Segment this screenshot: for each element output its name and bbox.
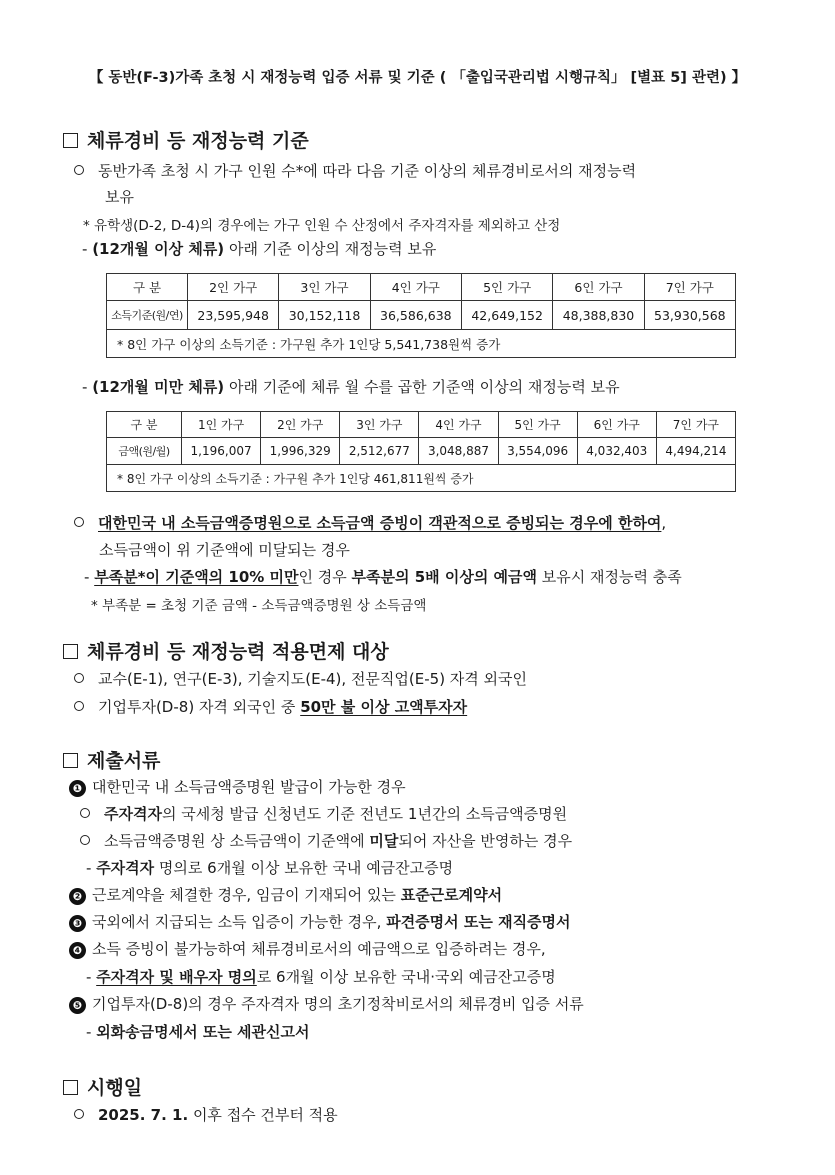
doc-item-bold: 표준근로계약서 <box>400 886 503 904</box>
doc-item-4a: - 주자격자 및 배우자 명의로 6개월 이상 보유한 국내·국외 예금잔고증명 <box>86 968 556 986</box>
table-header-cell: 3인 가구 <box>340 412 419 438</box>
shortfall-rest: 보유시 재정능력 충족 <box>537 568 682 586</box>
doc-item-text: 명의로 6개월 이상 보유한 국내 예금잔고증명 <box>154 859 454 877</box>
condition-comma: , <box>661 514 667 532</box>
number-2-icon: ❷ <box>69 888 86 905</box>
annual-income-table <box>106 273 736 358</box>
doc-item-5a: - 외화송금명세서 또는 세관신고서 <box>86 1023 310 1041</box>
monthly-income-table <box>106 411 736 492</box>
sub-heading-bold: (12개월 이상 체류) <box>92 240 225 258</box>
table-row <box>107 301 736 330</box>
table-header-cell: 1인 가구 <box>182 412 261 438</box>
doc-item-bold: 주자격자 및 배우자 명의 <box>96 968 257 986</box>
doc-item-1c: - 주자격자 명의로 6개월 이상 보유한 국내 예금잔고증명 <box>86 859 454 877</box>
table-cell: 42,649,152 <box>461 301 552 330</box>
table-header-cell: 구 분 <box>107 412 182 438</box>
table-row-label: 금액(원/월) <box>107 438 182 465</box>
doc-item-3 <box>69 911 571 932</box>
table-cell: 1,196,007 <box>182 438 261 465</box>
doc-item-text: 되어 자산을 반영하는 경우 <box>398 832 573 850</box>
bullet-circle-icon <box>74 165 84 175</box>
checkbox-square-icon <box>63 1080 78 1095</box>
number-3-icon: ❸ <box>69 915 86 932</box>
doc-item-text: 의 국세청 발급 신청년도 기준 전년도 1년간의 소득금액증명원 <box>161 805 568 823</box>
sub-heading-bold: (12개월 미만 체류) <box>92 378 225 396</box>
table-note: * 8인 가구 이상의 소득기준 : 가구원 추가 1인당 461,811원씩 증가 <box>107 465 736 492</box>
bullet-circle-icon <box>74 701 84 711</box>
table-cell: 48,388,830 <box>553 301 644 330</box>
doc-item-bold: 파견증명서 또는 재직증명서 <box>386 913 571 931</box>
number-5-icon: ❺ <box>69 997 86 1014</box>
table-cell: 1,996,329 <box>261 438 340 465</box>
exemption-text: 교수(E-1), 연구(E-3), 기술지도(E-4), 전문직업(E-5) 자격 외국인 <box>98 670 528 688</box>
table-cell: 36,586,638 <box>370 301 461 330</box>
bullet-circle-icon <box>74 1109 84 1119</box>
doc-item-1b <box>80 830 572 851</box>
table-cell: 30,152,118 <box>279 301 370 330</box>
table-cell: 3,554,096 <box>498 438 577 465</box>
table-cell: 23,595,948 <box>188 301 279 330</box>
bullet-circle-icon <box>80 835 90 845</box>
section-heading-text: 시행일 <box>87 1077 143 1099</box>
sub-heading-rest: 아래 기준에 체류 월 수를 곱한 기준액 이상의 재정능력 보유 <box>228 378 620 396</box>
sub-heading-under-12-months: - (12개월 미만 체류) 아래 기준에 체류 월 수를 곱한 기준액 이상의 재정능력 보유 <box>82 378 620 396</box>
section-heading-financial-criteria <box>63 126 309 153</box>
document-title: 【 동반(F-3)가족 초청 시 재정능력 입증 서류 및 기준 ( 「출입국관리법 시행규칙」 [별표 5] 관련) 】 <box>88 70 747 86</box>
shortfall-mid: 인 경우 <box>298 568 352 586</box>
doc-item-text: 로 6개월 이상 보유한 국내·국외 예금잔고증명 <box>256 968 556 986</box>
section-heading-documents <box>63 746 160 773</box>
table-header-cell: 5인 가구 <box>461 274 552 301</box>
table-header-cell: 7인 가구 <box>644 274 735 301</box>
table-header-cell: 2인 가구 <box>261 412 340 438</box>
exemption-bold: 50만 불 이상 고액투자자 <box>300 698 468 716</box>
table-note-row <box>107 330 736 358</box>
table-cell: 53,930,568 <box>644 301 735 330</box>
condition-line-2: 소득금액이 위 기준액에 미달되는 경우 <box>99 541 350 559</box>
bullet-circle-icon <box>74 673 84 683</box>
shortfall-bold-2: 부족분의 5배 이상의 예금액 <box>351 568 538 586</box>
student-footnote: * 유학생(D-2, D-4)의 경우에는 가구 인원 수 산정에서 주자격자를 제외하고 산정 <box>83 218 561 234</box>
table-row <box>107 438 736 465</box>
table-header-cell: 4인 가구 <box>419 412 498 438</box>
table-header-row <box>107 412 736 438</box>
table-header-cell: 6인 가구 <box>577 412 656 438</box>
effective-date-line <box>74 1104 338 1125</box>
table-header-cell: 2인 가구 <box>188 274 279 301</box>
table-cell: 4,494,214 <box>656 438 735 465</box>
table-header-cell: 5인 가구 <box>498 412 577 438</box>
shortfall-bold: 부족분*이 기준액의 10% 미만 <box>94 568 299 586</box>
bullet-circle-icon <box>74 517 84 527</box>
section-heading-text: 체류경비 등 재정능력 적용면제 대상 <box>87 641 389 663</box>
doc-item-bold: 미달 <box>369 832 399 850</box>
shortfall-footnote: * 부족분 = 초청 기준 금액 - 소득금액증명원 상 소득금액 <box>91 598 427 614</box>
table-header-cell: 구 분 <box>107 274 188 301</box>
bullet-circle-icon <box>80 808 90 818</box>
doc-item-4 <box>69 938 546 959</box>
condition-bold: 대한민국 내 소득금액증명원으로 소득금액 증빙이 객관적으로 증빙되는 경우에 한하여 <box>98 514 662 532</box>
intro-line-2: 보유 <box>105 188 134 206</box>
section-heading-text: 체류경비 등 재정능력 기준 <box>87 130 309 152</box>
exemption-text: 기업투자(D-8) 자격 외국인 중 <box>98 698 301 716</box>
intro-line-1 <box>74 160 636 181</box>
intro-text: 동반가족 초청 시 가구 인원 수*에 따라 다음 기준 이상의 체류경비로서의 재정능력 <box>98 162 637 180</box>
doc-item-2 <box>69 884 502 905</box>
exemption-item-1 <box>74 668 527 689</box>
doc-item-text: 소득 증빙이 불가능하여 체류경비로서의 예금액으로 입증하려는 경우, <box>92 940 546 958</box>
table-note-row <box>107 465 736 492</box>
doc-item-1a <box>80 803 567 824</box>
doc-item-bold: 주자격자 <box>96 859 155 877</box>
sub-heading-rest: 아래 기준 이상의 재정능력 보유 <box>228 240 437 258</box>
doc-item-text: 소득금액증명원 상 소득금액이 기준액에 <box>104 832 370 850</box>
doc-item-1 <box>69 776 406 797</box>
effective-date-text: 이후 접수 건부터 적용 <box>188 1106 338 1124</box>
checkbox-square-icon <box>63 753 78 768</box>
doc-item-5 <box>69 993 584 1014</box>
doc-item-text: 대한민국 내 소득금액증명원 발급이 가능한 경우 <box>92 778 406 796</box>
table-cell: 3,048,887 <box>419 438 498 465</box>
table-header-cell: 4인 가구 <box>370 274 461 301</box>
checkbox-square-icon <box>63 133 78 148</box>
section-heading-text: 제출서류 <box>87 750 161 772</box>
effective-date-bold: 2025. 7. 1. <box>98 1106 189 1124</box>
doc-item-bold: 주자격자 <box>104 805 162 823</box>
table-header-row <box>107 274 736 301</box>
shortfall-rule: - 부족분*이 기준액의 10% 미만인 경우 부족분의 5배 이상의 예금액 보유시 재정능력 충족 <box>84 568 682 586</box>
doc-item-bold: 외화송금명세서 또는 세관신고서 <box>96 1023 310 1041</box>
table-header-cell: 7인 가구 <box>656 412 735 438</box>
sub-heading-12-months-plus: - (12개월 이상 체류) 아래 기준 이상의 재정능력 보유 <box>82 240 437 258</box>
table-cell: 2,512,677 <box>340 438 419 465</box>
table-header-cell: 3인 가구 <box>279 274 370 301</box>
table-cell: 4,032,403 <box>577 438 656 465</box>
table-row-label: 소득기준(원/연) <box>107 301 188 330</box>
table-header-cell: 6인 가구 <box>553 274 644 301</box>
doc-item-text: 국외에서 지급되는 소득 입증이 가능한 경우, <box>92 913 387 931</box>
section-heading-exemptions <box>63 637 389 664</box>
number-1-icon: ❶ <box>69 780 86 797</box>
table-note: * 8인 가구 이상의 소득기준 : 가구원 추가 1인당 5,541,738원씩 증가 <box>107 330 736 358</box>
doc-item-text: 근로계약을 체결한 경우, 임금이 기재되어 있는 <box>92 886 401 904</box>
section-heading-effective-date <box>63 1073 142 1100</box>
exemption-item-2 <box>74 696 467 717</box>
checkbox-square-icon <box>63 644 78 659</box>
number-4-icon: ❹ <box>69 942 86 959</box>
doc-item-text: 기업투자(D-8)의 경우 주자격자 명의 초기정착비로서의 체류경비 입증 서류 <box>92 995 584 1013</box>
condition-line-1 <box>74 512 666 533</box>
